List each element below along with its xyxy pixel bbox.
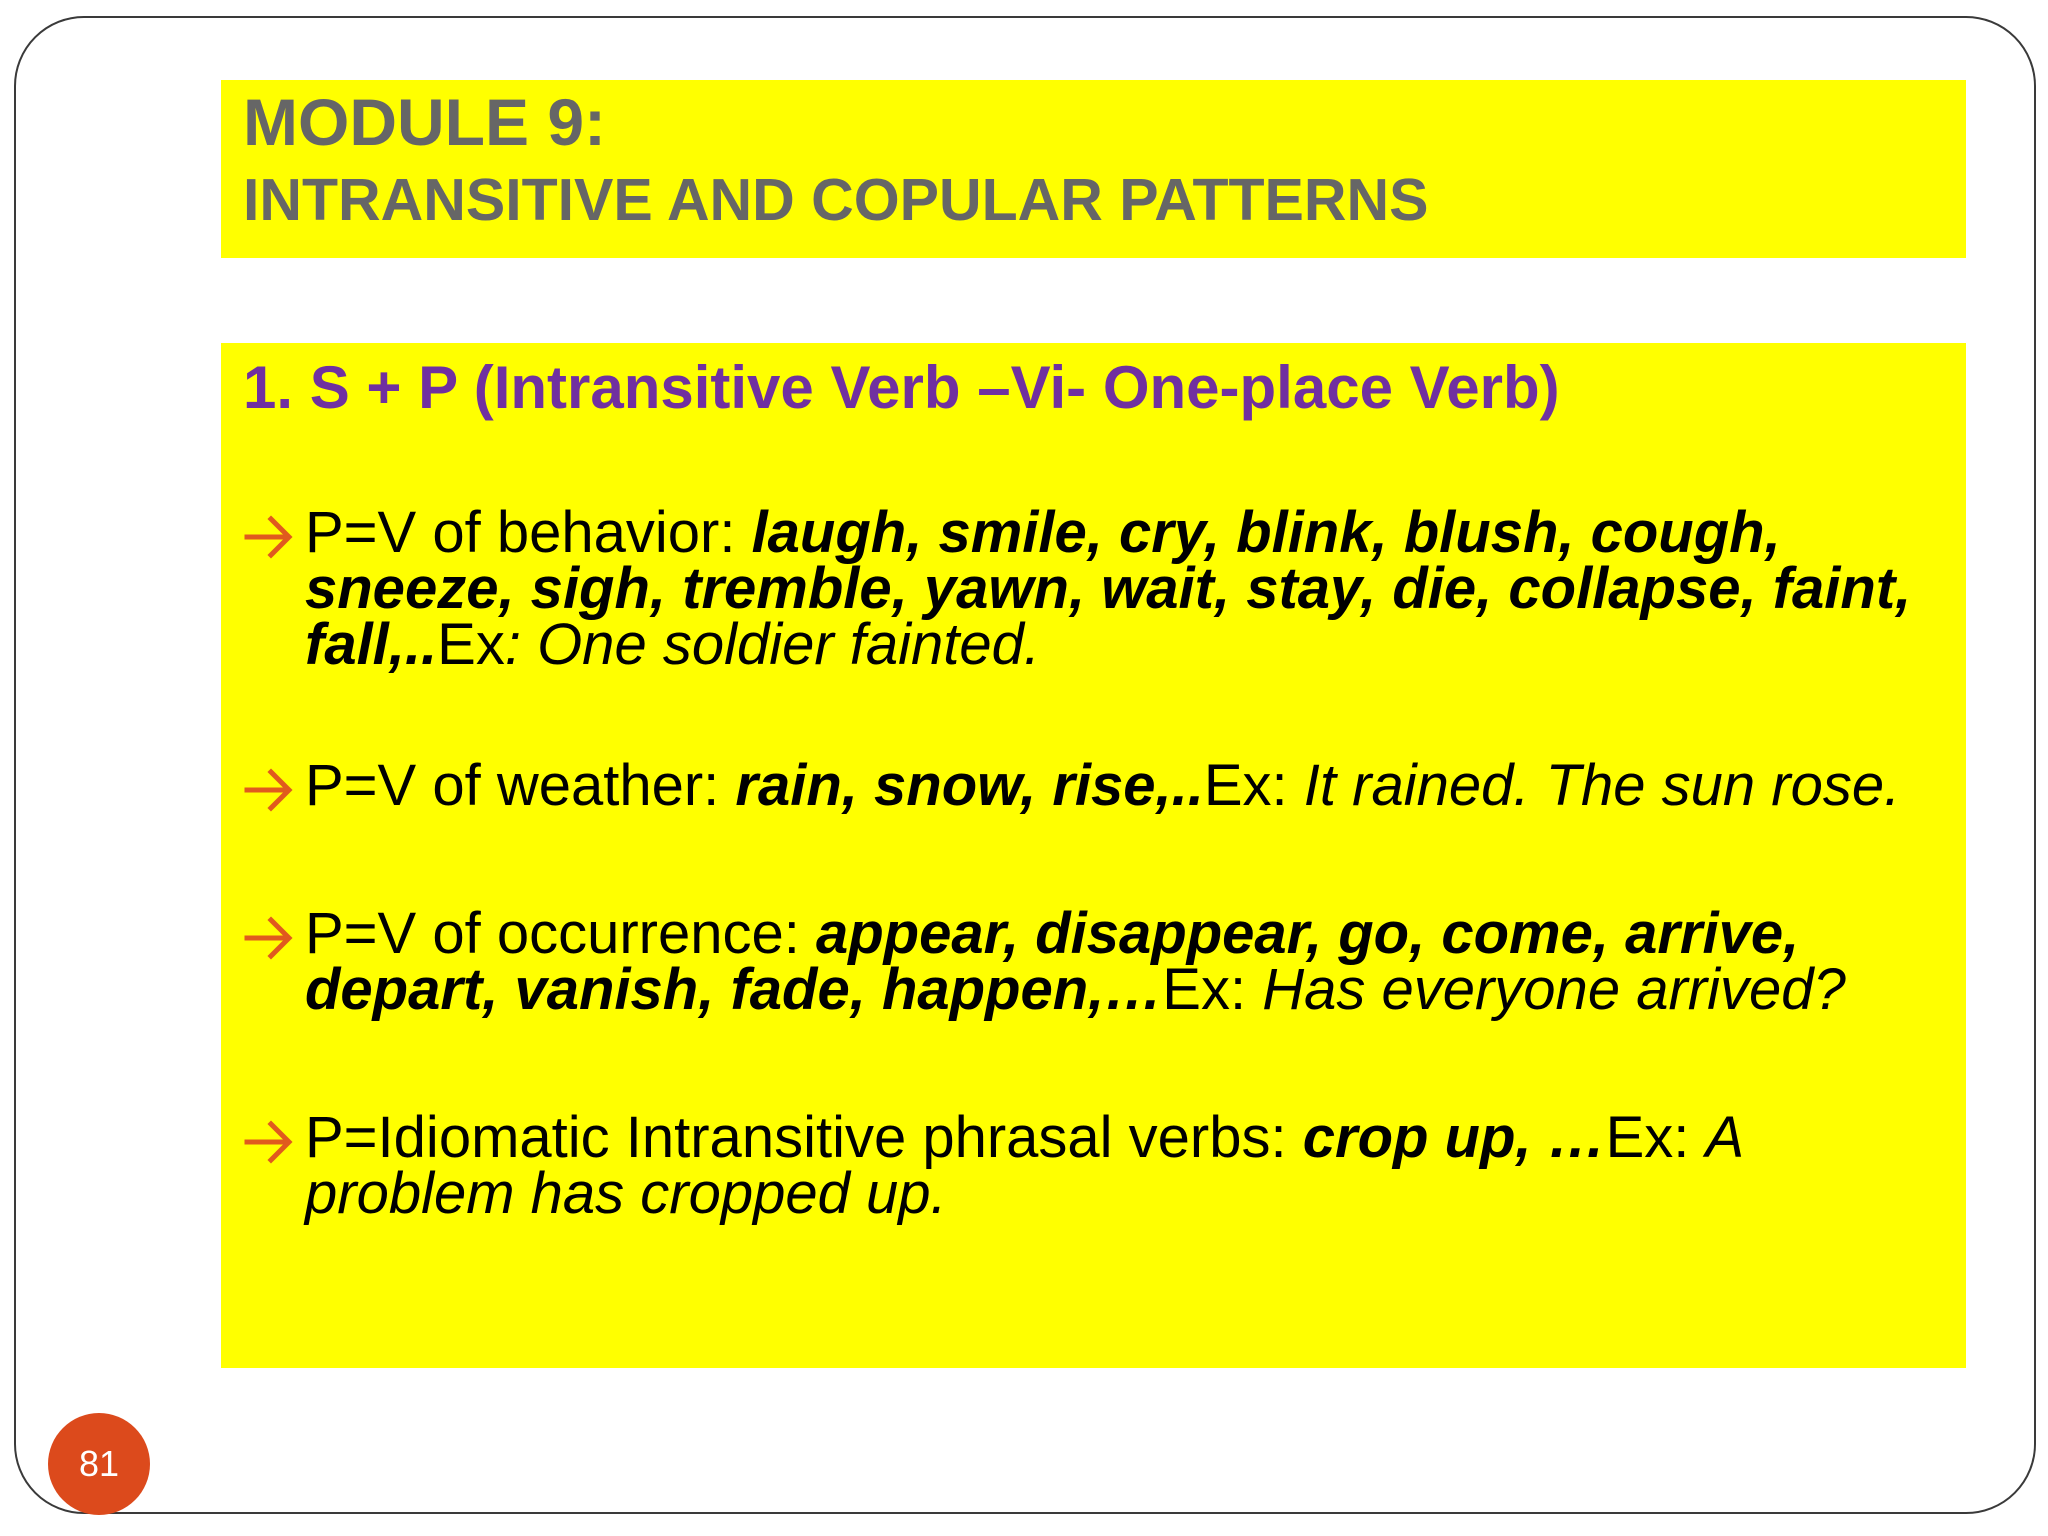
page-number-badge: 81 (48, 1413, 150, 1515)
bullet-text (305, 1105, 1943, 1226)
example-label: Ex: (1203, 753, 1304, 818)
bullet-text (305, 901, 1943, 1022)
verb-list: laugh, smile, cry, blink, blush, cough, sneeze, sigh, tremble, yawn, wait, stay, die, collapse, faint, fall,.. (305, 500, 1912, 677)
bullet-behavior (243, 500, 1943, 677)
arrow-right-icon (243, 509, 295, 565)
verb-list: crop up, … (1302, 1105, 1606, 1170)
content-panel (221, 343, 1966, 1368)
title-banner (221, 80, 1966, 258)
example-label: Ex: (1605, 1105, 1706, 1170)
bullet-lead: P=V of occurrence: (305, 901, 816, 966)
bullet-phrasal (243, 1105, 1943, 1226)
module-title: MODULE 9: (243, 85, 606, 159)
example-sentence: It rained. The sun rose. (1303, 753, 1901, 818)
verb-list: rain, snow, rise,.. (735, 753, 1204, 818)
example-sentence: A problem has cropped up. (305, 1105, 1743, 1226)
example-sentence: : One soldier fainted. (504, 612, 1041, 677)
bullet-text (305, 753, 1943, 818)
module-subtitle: INTRANSITIVE AND COPULAR PATTERNS (243, 167, 1429, 233)
example-label: Ex: (1162, 957, 1263, 1022)
arrow-right-icon (243, 1114, 295, 1170)
section-heading: 1. S + P (Intransitive Verb –Vi- One-place Verb) (243, 354, 1560, 421)
bullet-weather (243, 753, 1943, 818)
example-label: Ex (437, 612, 505, 677)
example-sentence: Has everyone arrived? (1262, 957, 1846, 1022)
bullet-lead: P=Idiomatic Intransitive phrasal verbs: (305, 1105, 1303, 1170)
bullet-lead: P=V of behavior: (305, 500, 752, 565)
bullet-lead: P=V of weather: (305, 753, 736, 818)
verb-list: appear, disappear, go, come, arrive, depart, vanish, fade, happen,… (305, 901, 1800, 1022)
bullet-occurrence (243, 901, 1943, 1022)
arrow-right-icon (243, 910, 295, 966)
slide-frame (14, 16, 2036, 1514)
arrow-right-icon (243, 762, 295, 818)
bullet-text (305, 500, 1943, 677)
